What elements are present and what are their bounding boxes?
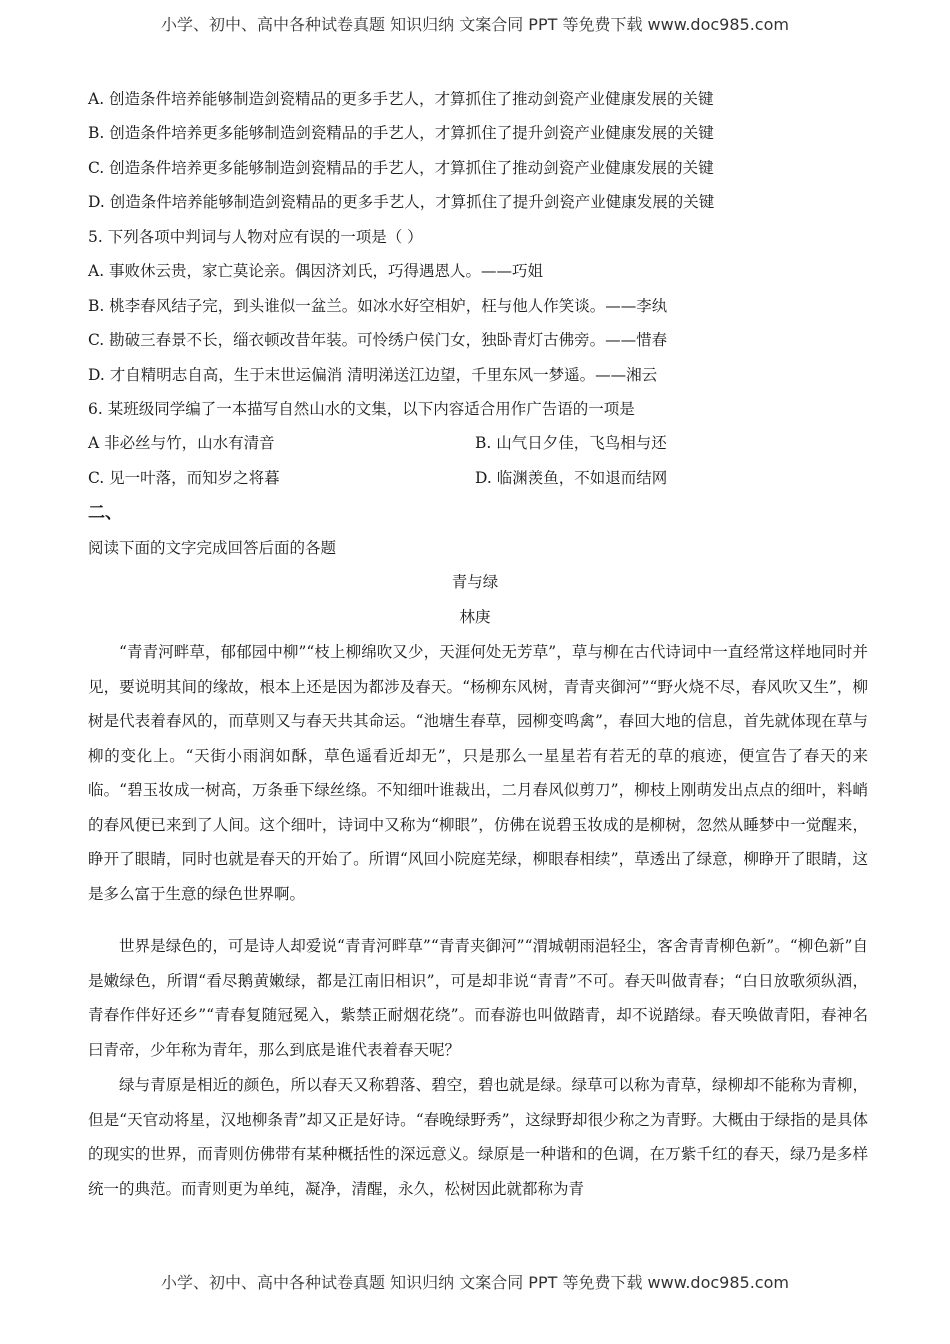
section-heading: 二、: [88, 503, 122, 523]
q6-option-c: C. 见一叶落，而知岁之将暮: [88, 469, 280, 487]
article-paragraph-1: “青青河畔草，郁郁园中柳”“枝上柳绵吹又少，天涯何处无芳草”，草与柳在古代诗词中一直经常这样地同时并见，要说明其间的缘故，根本上还是因为都涉及春天。“杨柳东风树，青青夹御河”“野火烧不尽，春风吹又生”，柳树是代表着春风的，而草则又与春天共其命运。“池塘生春草，园柳变鸣禽”，春回大地的信息，首先就体现在草与柳的变化上。“天街小雨润如酥，草色遥看近却无”，只是那么一星星若有若无的草的痕迹，便宣告了春天的来临。“碧玉妆成一树高，万条垂下绿丝绦。不知细叶谁裁出，二月春风似剪刀”，柳枝上刚萌发出点点的细叶，料峭的春风便已来到了人间。这个细叶，诗词中又称为“柳眼”，仿佛在说碧玉妆成的是柳树，忽然从睡梦中一觉醒来，睁开了眼睛，同时也就是春天的开始了。所谓“风回小院庭芜绿，柳眼春相续”，草透出了绿意，柳睁开了眼睛，这是多么富于生意的绿色世界啊。: [88, 643, 868, 903]
q6-option-d: D. 临渊羡鱼，不如退而结网: [475, 469, 668, 487]
q5-option-d: D. 才自精明志自高，生于末世运偏消 清明涕送江边望，千里东风一梦遥。——湘云: [88, 366, 658, 384]
reading-instruction: 阅读下面的文字完成回答后面的各题: [88, 539, 337, 557]
q4-option-a: A. 创造条件培养能够制造剑瓷精品的更多手艺人，才算抓住了推动剑瓷产业健康发展的关键: [88, 90, 714, 108]
q5-option-b: B. 桃李春风结子完，到头谁似一盆兰。如冰水好空相妒，枉与他人作笑谈。——李纨: [88, 297, 668, 315]
article-paragraph-3: 绿与青原是相近的颜色，所以春天又称碧落、碧空，碧也就是绿。绿草可以称为青草，绿柳却不能称为青柳，但是“天官动将星，汉地柳条青”却又正是好诗。“春晚绿野秀”，这绿野却很少称之为青野。大概由于绿指的是具体的现实的世界，而青则仿佛带有某种概括性的深远意义。绿原是一种谐和的色调，在万紫千红的春天，绿乃是多样统一的典范。而青则更为单纯，凝净，清醒，永久，松树因此就都称为青: [88, 1076, 868, 1198]
article-title: 青与绿: [451, 573, 499, 591]
q4-option-c: C. 创造条件培养更多能够制造剑瓷精品的手艺人，才算抓住了推动剑瓷产业健康发展的关键: [88, 159, 714, 177]
q5-option-c: C. 勘破三春景不长，缁衣顿改昔年装。可怜绣户侯门女，独卧青灯古佛旁。——惜春: [88, 331, 668, 349]
article-paragraph-2: 世界是绿色的，可是诗人却爱说“青青河畔草”“青青夹御河”“渭城朝雨浥轻尘，客舍青青柳色新”。“柳色新”自是嫩绿色，所谓“看尽鹅黄嫩绿，都是江南旧相识”，可是却非说“青青”不可。春天叫做青春；“白日放歌须纵酒，青春作伴好还乡”“青春复随冠冕入，紫禁正耐烟花绕”。而春游也叫做踏青，却不说踏绿。春天唤做青阳，春神名曰青帝，少年称为青年，那么到底是谁代表着春天呢？: [88, 937, 868, 1059]
q5-stem: 5. 下列各项中判词与人物对应有误的一项是（ ）: [88, 228, 423, 246]
q6-option-a: A 非必丝与竹，山水有清音: [88, 434, 275, 452]
q4-option-d: D. 创造条件培养能够制造剑瓷精品的更多手艺人，才算抓住了提升剑瓷产业健康发展的关键: [88, 193, 715, 211]
article-author: 林庚: [459, 608, 491, 626]
q5-option-a: A. 事败休云贵，家亡莫论亲。偶因济刘氏，巧得遇恩人。——巧姐: [88, 262, 544, 280]
page-header-banner: 小学、初中、高中各种试卷真题 知识归纳 文案合同 PPT 等免费下载 www.doc985.com: [161, 15, 789, 34]
q4-option-b: B. 创造条件培养更多能够制造剑瓷精品的手艺人，才算抓住了提升剑瓷产业健康发展的关键: [88, 124, 714, 142]
q6-stem: 6. 某班级同学编了一本描写自然山水的文集，以下内容适合用作广告语的一项是: [88, 400, 635, 418]
q6-option-b: B. 山气日夕佳，飞鸟相与还: [475, 434, 667, 452]
page-footer-banner: 小学、初中、高中各种试卷真题 知识归纳 文案合同 PPT 等免费下载 www.doc985.com: [161, 1273, 789, 1292]
